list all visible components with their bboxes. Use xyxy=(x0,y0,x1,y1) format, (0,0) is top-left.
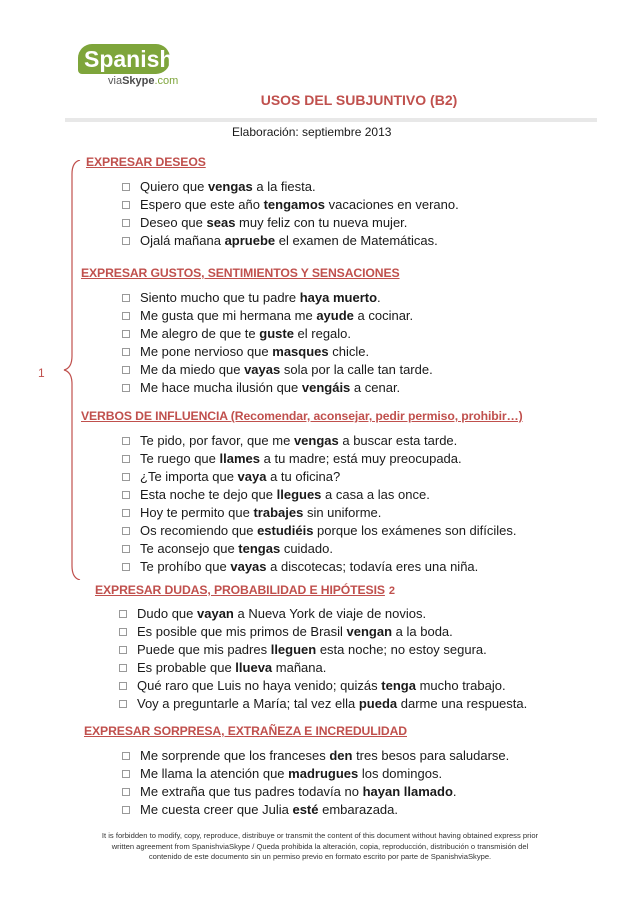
example-sentence xyxy=(122,290,381,306)
sentence-text: el examen de Matemáticas. xyxy=(275,233,438,248)
subjunctive-verb: vayas xyxy=(230,559,267,574)
example-sentence xyxy=(122,433,457,449)
subjunctive-verb: tenga xyxy=(381,678,416,693)
document-title: USOS DEL SUBJUNTIVO (B2) xyxy=(260,92,458,108)
subjunctive-verb: vayas xyxy=(244,362,281,377)
section-heading xyxy=(81,266,400,280)
sentence-text: Espero que este año xyxy=(140,197,264,212)
checkbox-bullet-icon xyxy=(122,348,130,356)
checkbox-bullet-icon xyxy=(122,437,130,445)
example-sentence xyxy=(122,197,459,213)
example-sentence xyxy=(122,541,333,557)
sentence-text: . xyxy=(452,784,457,799)
example-sentence xyxy=(122,179,316,195)
subjunctive-verb: haya muerto xyxy=(299,290,378,305)
checkbox-bullet-icon xyxy=(119,646,127,654)
example-sentence xyxy=(122,784,457,800)
sentence-text: a la fiesta. xyxy=(252,179,316,194)
sentence-text: Puede que mis padres xyxy=(137,642,271,657)
example-sentence xyxy=(122,469,340,485)
example-sentence xyxy=(119,606,426,622)
example-sentence xyxy=(119,624,453,640)
section-heading-text: VERBOS DE INFLUENCIA (Recomendar, aconsejar, pedir permiso, prohibir…) xyxy=(81,409,523,423)
checkbox-bullet-icon xyxy=(122,491,130,499)
subjunctive-verb: llueva xyxy=(235,660,273,675)
checkbox-bullet-icon xyxy=(122,509,130,517)
sentence-text: ¿Te importa que xyxy=(140,469,238,484)
example-sentence xyxy=(119,696,527,712)
section-heading-text: EXPRESAR GUSTOS, SENTIMIENTOS Y SENSACIONES xyxy=(81,266,400,280)
checkbox-bullet-icon xyxy=(122,455,130,463)
subjunctive-verb: guste xyxy=(259,326,294,341)
footer-line: written agreement from SpanishviaSkype / Queda prohibida la alteración, copia, reproducción, distribución o transmisión del xyxy=(111,841,529,851)
checkbox-bullet-icon xyxy=(122,237,130,245)
sentence-text: Me sorprende que los franceses xyxy=(140,748,330,763)
sentence-text: sola por la calle tan tarde. xyxy=(280,362,433,377)
section-heading-text: EXPRESAR DUDAS, PROBABILIDAD E HIPÓTESIS xyxy=(95,583,385,597)
sentence-text: chicle. xyxy=(328,344,370,359)
subjunctive-verb: llegues xyxy=(276,487,322,502)
checkbox-bullet-icon xyxy=(119,682,127,690)
sentence-text: a Nueva York de viaje de novios. xyxy=(233,606,427,621)
example-sentence xyxy=(122,344,369,360)
sentence-text: Me alegro de que te xyxy=(140,326,260,341)
subjunctive-verb: madrugues xyxy=(288,766,359,781)
section-heading xyxy=(86,155,206,169)
sentence-text: muy feliz con tu nueva mujer. xyxy=(235,215,408,230)
sentence-text: darme una respuesta. xyxy=(397,696,528,711)
example-sentence xyxy=(122,380,400,396)
sentence-text: el regalo. xyxy=(293,326,352,341)
subjunctive-verb: vaya xyxy=(237,469,267,484)
example-sentence xyxy=(119,678,506,694)
checkbox-bullet-icon xyxy=(119,700,127,708)
sentence-text: Siento mucho que tu padre xyxy=(140,290,300,305)
left-brace xyxy=(62,160,82,580)
example-sentence xyxy=(122,748,509,764)
logo-main-text: Spanish xyxy=(84,46,174,72)
sentence-text: Deseo que xyxy=(140,215,207,230)
checkbox-bullet-icon xyxy=(119,610,127,618)
sentence-text: Es posible que mis primos de Brasil xyxy=(137,624,347,639)
subjunctive-verb: vengas xyxy=(293,433,339,448)
section-heading-text: EXPRESAR DESEOS xyxy=(86,155,206,169)
sentence-text: a buscar esta tarde. xyxy=(338,433,458,448)
subjunctive-verb: pueda xyxy=(358,696,398,711)
example-sentence xyxy=(119,660,326,676)
sentence-text: a cenar. xyxy=(350,380,401,395)
sentence-text: a la boda. xyxy=(392,624,453,639)
sentence-text: los domingos. xyxy=(358,766,443,781)
checkbox-bullet-icon xyxy=(122,384,130,392)
subjunctive-verb: vengáis xyxy=(301,380,351,395)
sentence-text: Me gusta que mi hermana me xyxy=(140,308,317,323)
sentence-text: cuidado. xyxy=(280,541,333,556)
section-heading xyxy=(95,583,395,597)
checkbox-bullet-icon xyxy=(122,563,130,571)
checkbox-bullet-icon xyxy=(122,366,130,374)
example-sentence xyxy=(119,642,487,658)
sentence-text: Ojalá mañana xyxy=(140,233,225,248)
subjunctive-verb: esté xyxy=(292,802,319,817)
sentence-text: Te prohíbo que xyxy=(140,559,231,574)
sentence-text: a tu oficina? xyxy=(266,469,341,484)
subjunctive-verb: masques xyxy=(272,344,329,359)
subjunctive-verb: vengan xyxy=(346,624,393,639)
subjunctive-verb: vengas xyxy=(207,179,253,194)
section-heading xyxy=(84,724,407,738)
document-date: Elaboración: septiembre 2013 xyxy=(232,125,392,139)
example-sentence xyxy=(122,308,413,324)
sentence-text: Os recomiendo que xyxy=(140,523,258,538)
sentence-text: vacaciones en verano. xyxy=(325,197,459,212)
example-sentence xyxy=(122,559,478,575)
sentence-text: Me cuesta creer que Julia xyxy=(140,802,293,817)
sentence-text: a casa a las once. xyxy=(321,487,430,502)
title-divider xyxy=(65,118,597,122)
subjunctive-verb: seas xyxy=(206,215,236,230)
example-sentence xyxy=(122,215,407,231)
sentence-text: Me llama la atención que xyxy=(140,766,289,781)
sentence-text: mucho trabajo. xyxy=(415,678,506,693)
subjunctive-verb: lleguen xyxy=(270,642,317,657)
sentence-text: Me da miedo que xyxy=(140,362,245,377)
brace-number: 1 xyxy=(38,366,45,380)
sentence-text: Te ruego que xyxy=(140,451,220,466)
example-sentence xyxy=(122,523,517,539)
checkbox-bullet-icon xyxy=(122,788,130,796)
sentence-text: porque los exámenes son difíciles. xyxy=(313,523,517,538)
sentence-text: Te aconsejo que xyxy=(140,541,239,556)
subjunctive-verb: vayan xyxy=(197,606,234,621)
sentence-text: Quiero que xyxy=(140,179,208,194)
sentence-text: . xyxy=(377,290,381,305)
subjunctive-verb: estudiéis xyxy=(257,523,314,538)
sentence-text: Dudo que xyxy=(137,606,197,621)
sentence-text: Me hace mucha ilusión que xyxy=(140,380,302,395)
sentence-text: Te pido, por favor, que me xyxy=(140,433,294,448)
checkbox-bullet-icon xyxy=(122,330,130,338)
sentence-text: Qué raro que Luis no haya venido; quizás xyxy=(137,678,382,693)
checkbox-bullet-icon xyxy=(122,294,130,302)
checkbox-bullet-icon xyxy=(122,201,130,209)
checkbox-bullet-icon xyxy=(122,473,130,481)
example-sentence xyxy=(122,233,438,249)
checkbox-bullet-icon xyxy=(122,219,130,227)
sentence-text: Voy a preguntarle a María; tal vez ella xyxy=(137,696,359,711)
checkbox-bullet-icon xyxy=(122,183,130,191)
subjunctive-verb: den xyxy=(329,748,353,763)
sentence-text: tres besos para saludarse. xyxy=(352,748,510,763)
checkbox-bullet-icon xyxy=(122,770,130,778)
checkbox-bullet-icon xyxy=(122,806,130,814)
checkbox-bullet-icon xyxy=(122,312,130,320)
sentence-text: esta noche; no estoy segura. xyxy=(316,642,487,657)
sentence-text: Me extraña que tus padres todavía no xyxy=(140,784,363,799)
checkbox-bullet-icon xyxy=(122,752,130,760)
example-sentence xyxy=(122,451,462,467)
sentence-text: Esta noche te dejo que xyxy=(140,487,277,502)
footnote-number: 2 xyxy=(388,585,395,597)
sentence-text: mañana. xyxy=(272,660,327,675)
checkbox-bullet-icon xyxy=(122,527,130,535)
subjunctive-verb: ayude xyxy=(316,308,354,323)
example-sentence xyxy=(122,505,381,521)
sentence-text: Hoy te permito que xyxy=(140,505,254,520)
sentence-text: a discotecas; todavía eres una niña. xyxy=(266,559,479,574)
sentence-text: a tu madre; está muy preocupada. xyxy=(260,451,462,466)
subjunctive-verb: apruebe xyxy=(224,233,276,248)
spanishviaskype-logo xyxy=(78,44,218,94)
checkbox-bullet-icon xyxy=(119,664,127,672)
subjunctive-verb: tengamos xyxy=(263,197,325,212)
sentence-text: Es probable que xyxy=(137,660,236,675)
sentence-text: embarazada. xyxy=(318,802,398,817)
sentence-text: a cocinar. xyxy=(353,308,414,323)
subjunctive-verb: trabajes xyxy=(253,505,304,520)
footer-line: It is forbidden to modify, copy, reproduce, distribuye or transmit the content of this document without having obtained express prior xyxy=(101,831,539,840)
subjunctive-verb: llames xyxy=(219,451,260,466)
sentence-text: sin uniforme. xyxy=(303,505,382,520)
section-heading-text: EXPRESAR SORPRESA, EXTRAÑEZA E INCREDULIDAD xyxy=(84,724,407,738)
logo-sub-text: viaSkype.com xyxy=(108,75,179,87)
sentence-text: Me pone nervioso que xyxy=(140,344,273,359)
checkbox-bullet-icon xyxy=(122,545,130,553)
subjunctive-verb: tengas xyxy=(238,541,281,556)
subjunctive-verb: hayan llamado xyxy=(362,784,453,799)
checkbox-bullet-icon xyxy=(119,628,127,636)
example-sentence xyxy=(122,487,430,503)
section-heading xyxy=(81,409,523,423)
example-sentence xyxy=(122,362,433,378)
example-sentence xyxy=(122,326,351,342)
footer-line: contenido de este documento sin un permiso previo en formato escrito por parte de SpanishviaSkype. xyxy=(148,852,492,861)
example-sentence xyxy=(122,802,398,818)
copyright-footer xyxy=(60,831,580,863)
example-sentence xyxy=(122,766,442,782)
